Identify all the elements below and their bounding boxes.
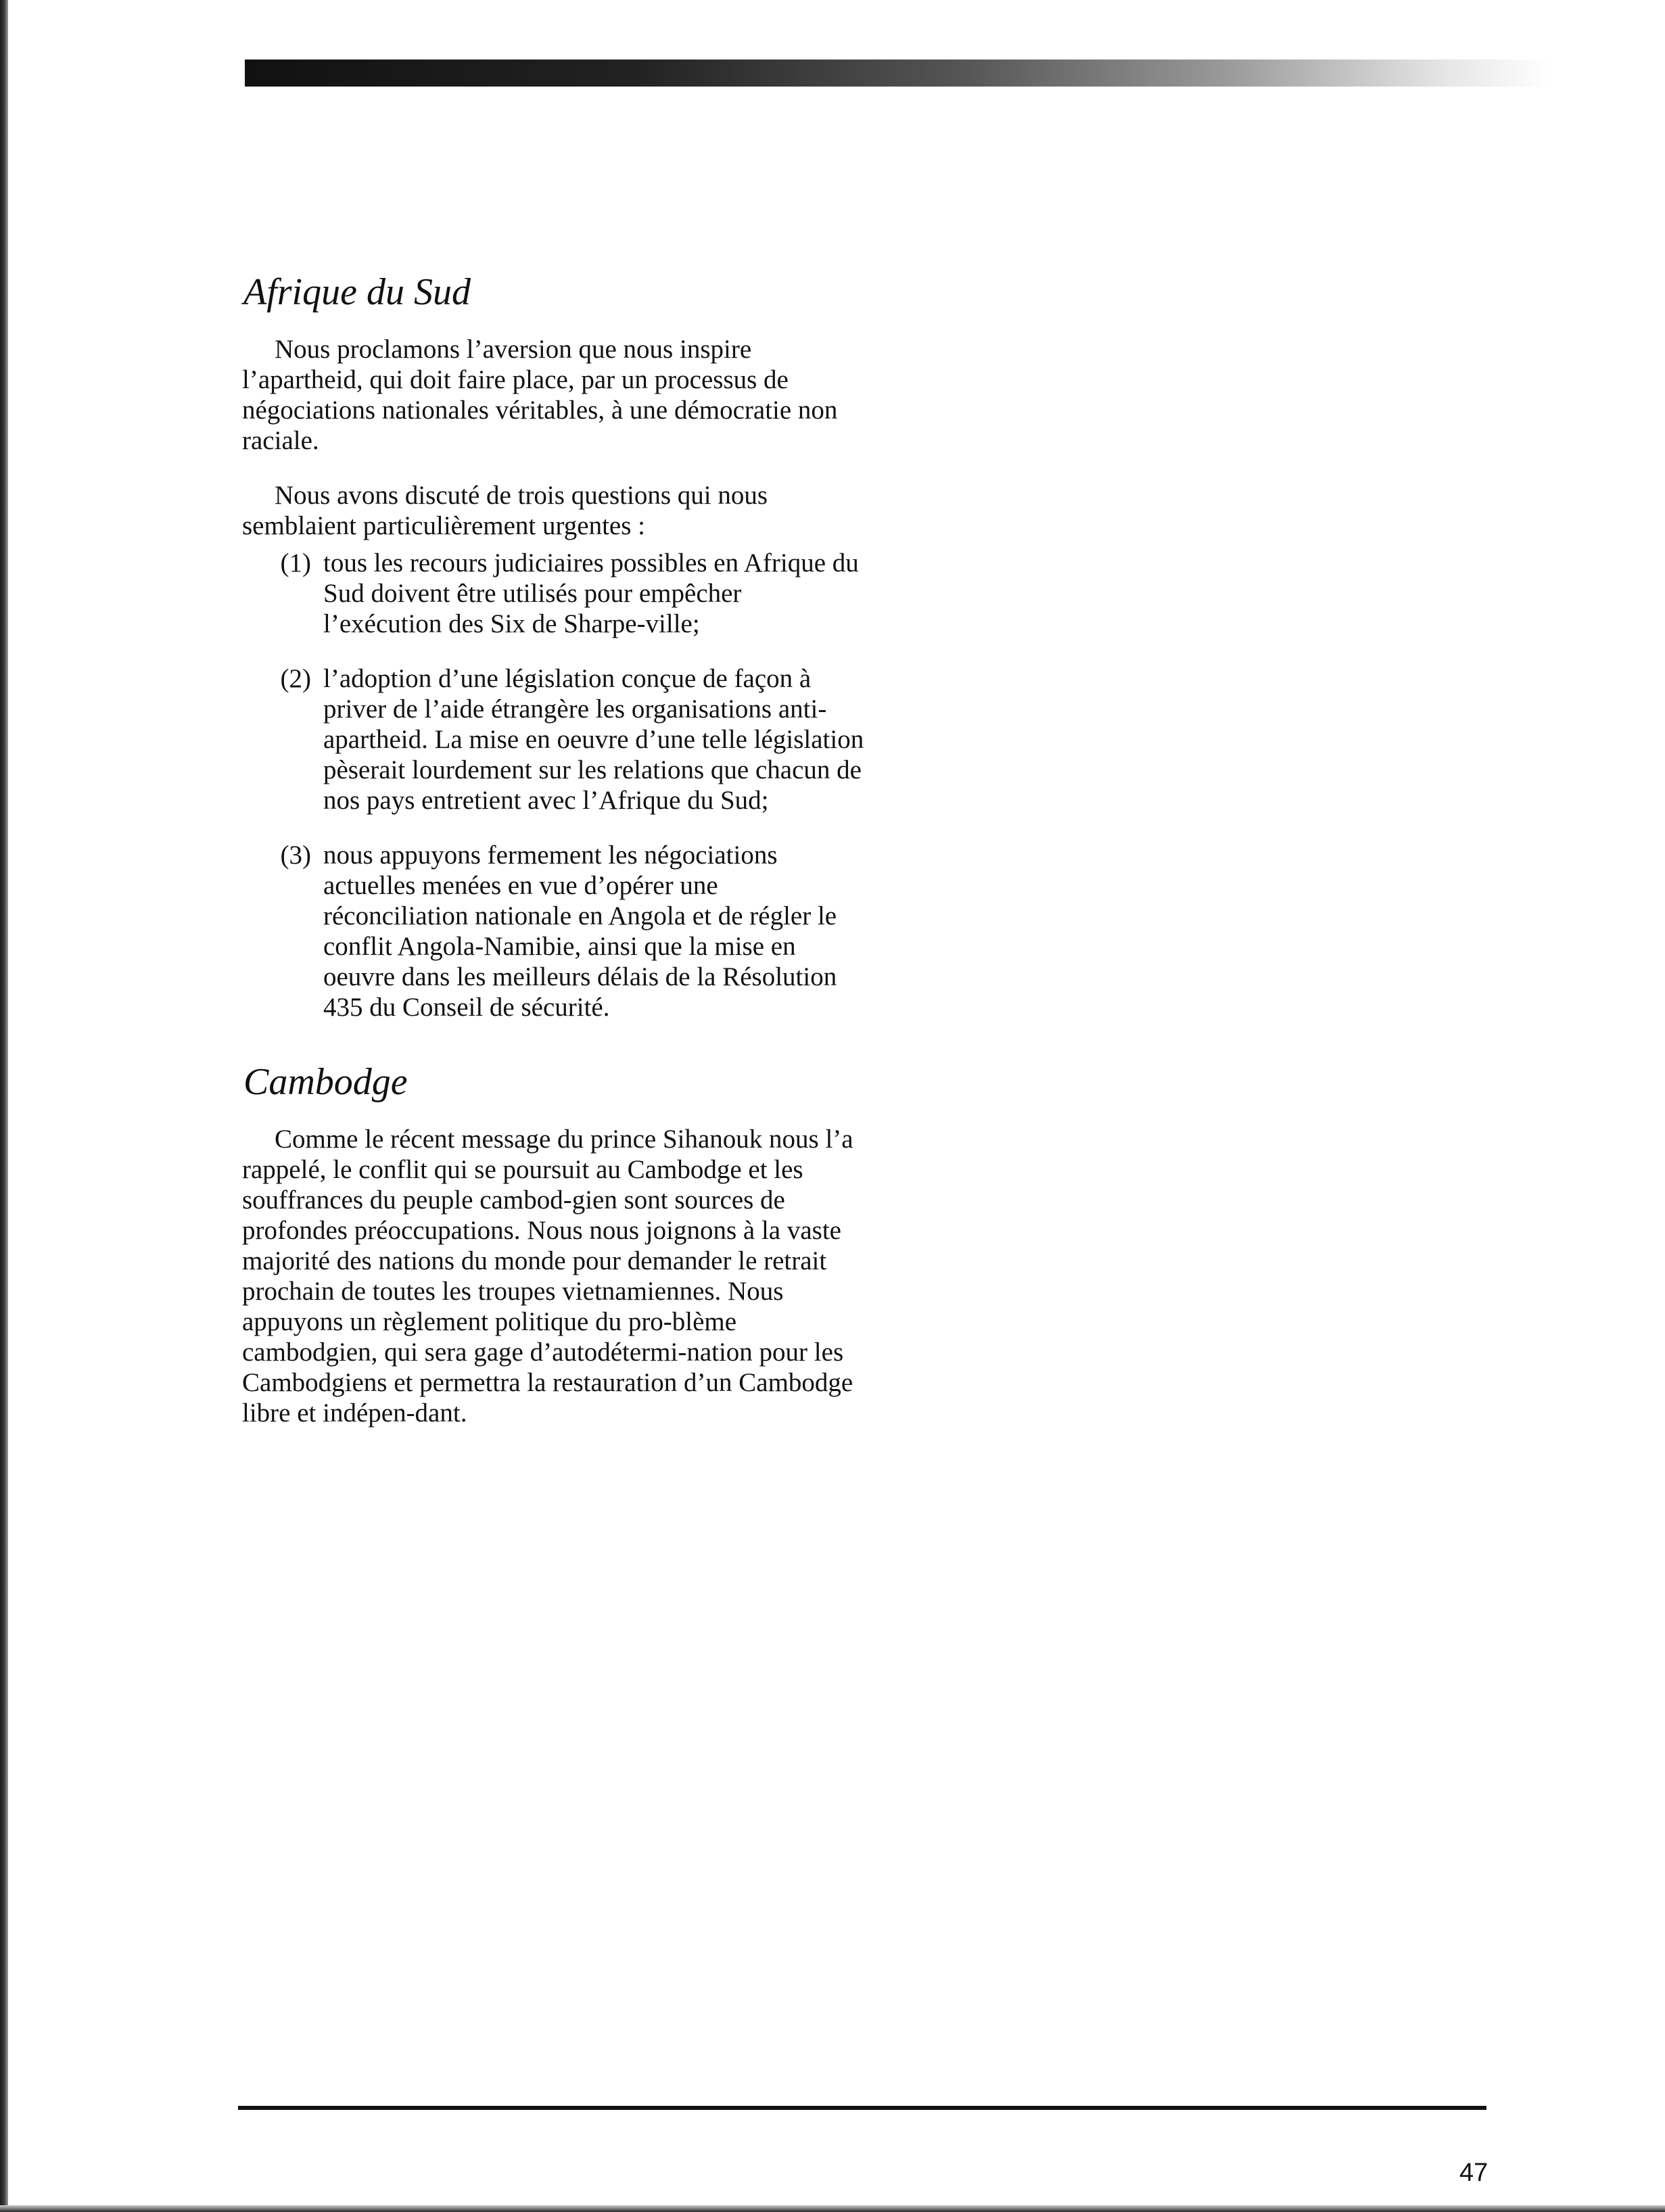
paragraph: Comme le récent message du prince Sihanouk nous l’a rappelé, le conflit qui se poursuit au Cambodge et les souffrances du peuple cambod-gien sont sources de profondes préoccupations. Nous nous joignons à la vaste majorité des nations du monde pour demander le retrait prochain de toutes les troupes vietnamiennes. Nous appuyons un règlement politique du pro-blème cambodgien, qui sera gage d’autodétermi-nation pour les Cambodgiens et permettra la restauration d’un Cambodge libre et indépen-dant.	[242, 1125, 853, 1428]
section-heading: Afrique du Sud	[243, 271, 471, 313]
paragraph: Nous proclamons l’aversion que nous inspire l’apartheid, qui doit faire place, par un processus de négociations nationales véritables, à une démocratie non raciale.	[242, 335, 838, 455]
list-item-text: nous appuyons fermement les négociations actuelles menées en vue d’opérer une réconciliation nationale en Angola et de régler le conflit Angola-Namibie, ainsi que la mise en oeuvre dans les meilleurs délais de la Résolution 435 du Conseil de sécurité.	[323, 841, 837, 1022]
page-number: 47	[1459, 2159, 1488, 2187]
section-cambodge	[242, 1060, 864, 1428]
page-binding-edge	[0, 0, 8, 2212]
list-item	[242, 840, 864, 1022]
list-item-number: (1)	[280, 548, 311, 578]
list-item-number: (3)	[280, 841, 311, 870]
footer-rule	[238, 2106, 1486, 2110]
list-item	[242, 663, 864, 816]
section-heading: Cambodge	[243, 1061, 408, 1103]
list-item-text: l’adoption d’une législation conçue de façon à priver de l’aide étrangère les organisations anti-apartheid. La mise en oeuvre d’une telle législation pèserait lourdement sur les relations que chacun de nos pays entretient avec l’Afrique du Sud;	[323, 664, 864, 815]
header-band	[245, 60, 1550, 87]
paragraph: Nous avons discuté de trois questions qui nous semblaient particulièrement urgentes :	[242, 481, 768, 540]
numbered-list	[242, 548, 864, 1022]
list-item-number: (2)	[280, 664, 311, 693]
list-item	[242, 548, 864, 639]
section-afrique-du-sud	[242, 270, 864, 1022]
text-column	[242, 270, 864, 1466]
list-item-text: tous les recours judiciaires possibles en Afrique du Sud doivent être utilisés pour empêcher l’exécution des Six de Sharpe-ville;	[323, 548, 859, 638]
page-bottom-edge	[0, 2205, 1665, 2212]
